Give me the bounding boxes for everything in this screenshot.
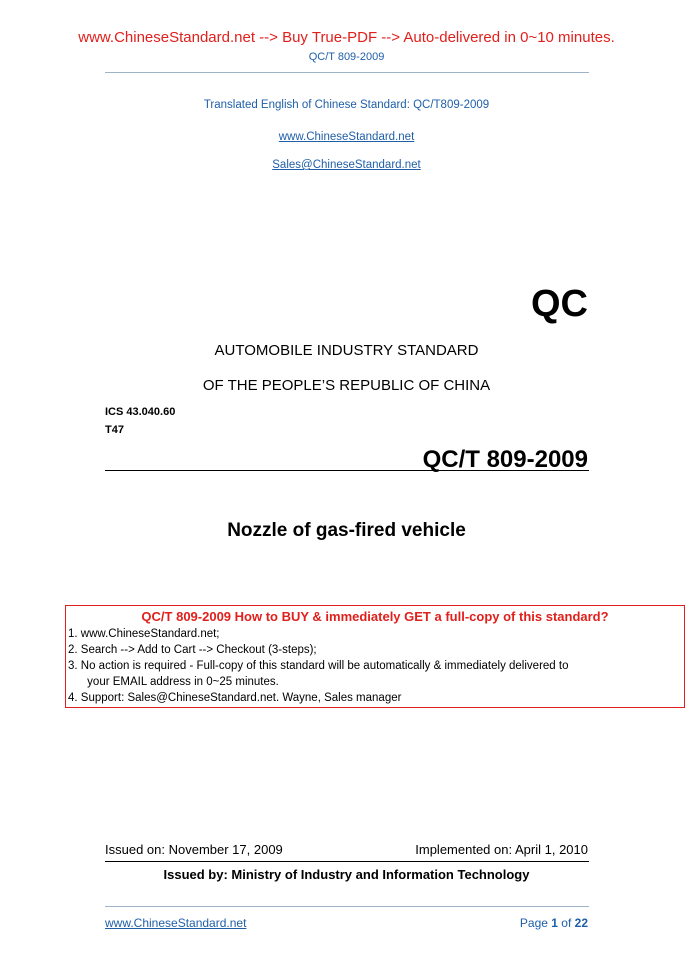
buy-step-3-cont: your EMAIL address in 0~25 minutes. xyxy=(68,676,279,688)
website-link-wrap xyxy=(0,127,693,145)
page-current: 1 xyxy=(551,916,558,930)
buy-step-4: 4. Support: Sales@ChineseStandard.net. Wayne, Sales manager xyxy=(68,692,402,704)
email-link-wrap xyxy=(0,155,693,173)
header-banner: www.ChineseStandard.net --> Buy True-PDF --> Auto-delivered in 0~10 minutes. xyxy=(78,29,615,46)
country-line: OF THE PEOPLE’S REPUBLIC OF CHINA xyxy=(202,377,491,394)
footer-divider xyxy=(105,906,589,907)
issued-date: Issued on: November 17, 2009 xyxy=(105,842,283,857)
implemented-date: Implemented on: April 1, 2010 xyxy=(415,842,588,857)
buy-step-1: 1. www.ChineseStandard.net; xyxy=(68,628,220,640)
dates-divider xyxy=(105,861,589,862)
page-of: of xyxy=(557,916,575,930)
standard-code: QC/T 809-2009 xyxy=(422,446,588,473)
email-link[interactable]: Sales@ChineseStandard.net xyxy=(272,159,421,171)
header-divider xyxy=(105,72,589,73)
buy-step-2: 2. Search --> Add to Cart --> Checkout (3-steps); xyxy=(68,644,317,656)
page-total: 22 xyxy=(574,916,588,930)
buy-box-title: QC/T 809-2009 How to BUY & immediately GET a full-copy of this standard? xyxy=(141,609,609,624)
translated-note: Translated English of Chinese Standard: QC/T809-2009 xyxy=(203,99,490,111)
header-standard-code: QC/T 809-2009 xyxy=(308,51,385,63)
industry-line: AUTOMOBILE INDUSTRY STANDARD xyxy=(214,342,479,359)
ics-code: ICS 43.040.60 xyxy=(105,406,176,418)
page-indicator xyxy=(520,916,588,930)
document-title: Nozzle of gas-fired vehicle xyxy=(227,520,466,541)
issued-by: Issued by: Ministry of Industry and Information Technology xyxy=(163,867,530,882)
class-code: T47 xyxy=(105,424,124,436)
buy-step-3: 3. No action is required - Full-copy of this standard will be automatically & immediately delivered to xyxy=(68,660,569,672)
code-divider xyxy=(105,470,589,471)
footer-website-link[interactable]: www.ChineseStandard.net xyxy=(105,916,247,930)
qc-logo: QC xyxy=(531,283,588,325)
buy-info-box xyxy=(65,605,685,708)
website-link[interactable]: www.ChineseStandard.net xyxy=(278,131,415,143)
page-prefix: Page xyxy=(519,916,552,930)
